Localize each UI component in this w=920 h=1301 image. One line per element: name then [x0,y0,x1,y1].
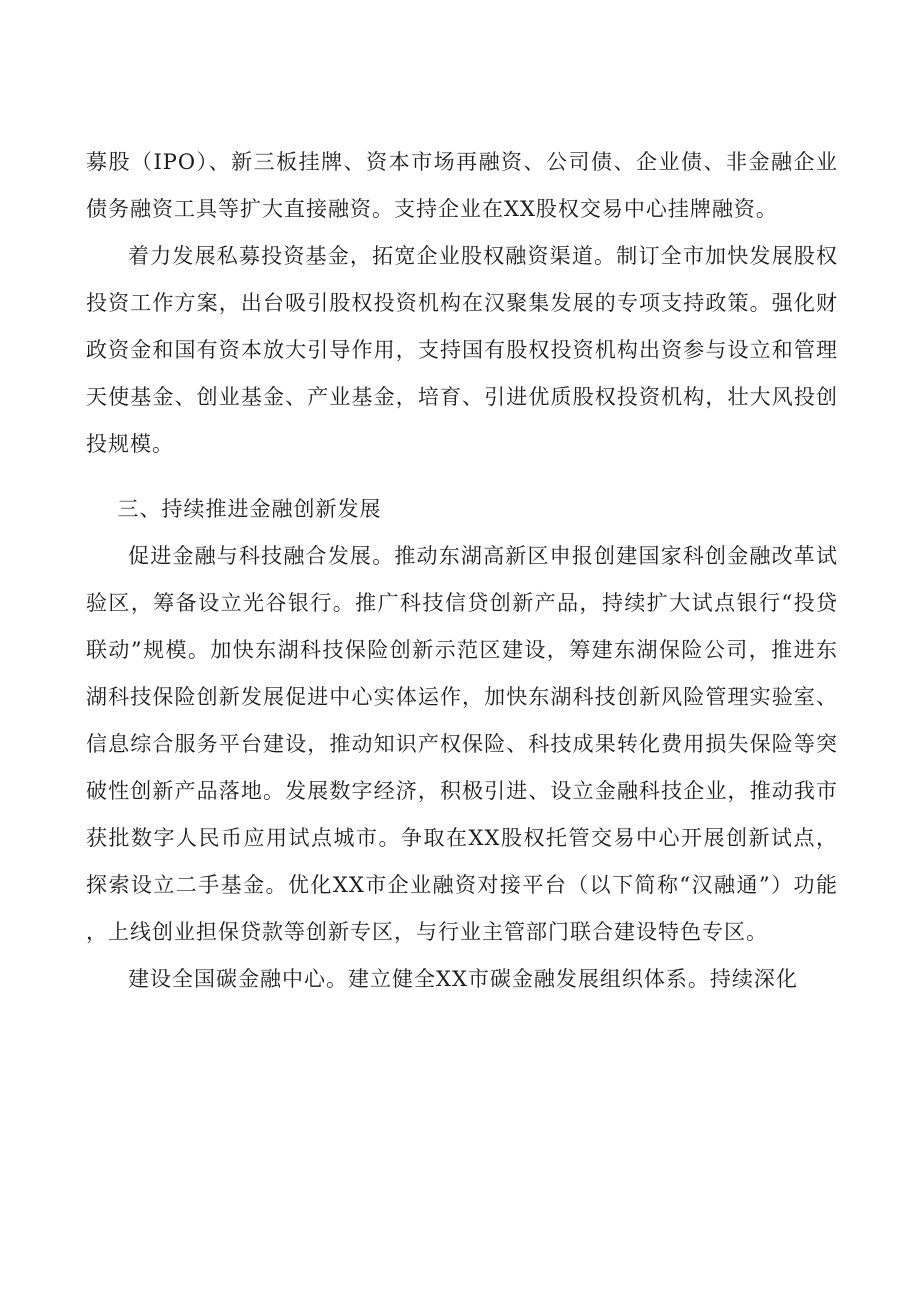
paragraph-fintech: 促进金融与科技融合发展。推动东湖高新区申报创建国家科创金融改革试验区，筹备设立光谷银行。推广科技信贷创新产品，持续扩大试点银行“投贷联动”规模。加快东湖科技保险创新示范区建设，筹建东湖保险公司，推进东湖科技保险创新发展促进中心实体运作，加快东湖科技创新风险管理实验室、信息综合服务平台建设，推动知识产权保险、科技成果转化费用损失保险等突破性创新产品落地。发展数字经济，积极引进、设立金融科技企业，推动我市获批数字人民币应用试点城市。争取在XX股权托管交易中心开展创新试点，探索设立二手基金。优化XX市企业融资对接平台（以下简称“汉融通”）功能，上线创业担保贷款等创新专区，与行业主管部门联合建设特色专区。 [86,544,838,944]
section-spacer [86,468,838,477]
paragraph-carbon-finance: 建设全国碳金融中心。建立健全XX市碳金融发展组织体系。持续深化 [128,967,798,991]
paragraph-direct-financing: 募股（IPO）、新三板挂牌、资本市场再融资、公司债、企业债、非金融企业债务融资工具等扩大直接融资。支持企业在XX股权交易中心挂牌融资。 [86,150,838,221]
section-heading: 三、持续推进金融创新发展 [117,497,382,521]
document-body [86,139,838,1003]
paragraph-private-equity: 着力发展私募投资基金，拓宽企业股权融资渠道。制订全市加快发展股权投资工作方案，出台吸引股权投资机构在汉聚集发展的专项支持政策。强化财政资金和国有资本放大引导作用，支持国有股权投资机构出资参与设立和管理天使基金、创业基金、产业基金，培育、引进优质股权投资机构，壮大风投创投规模。 [86,244,838,456]
